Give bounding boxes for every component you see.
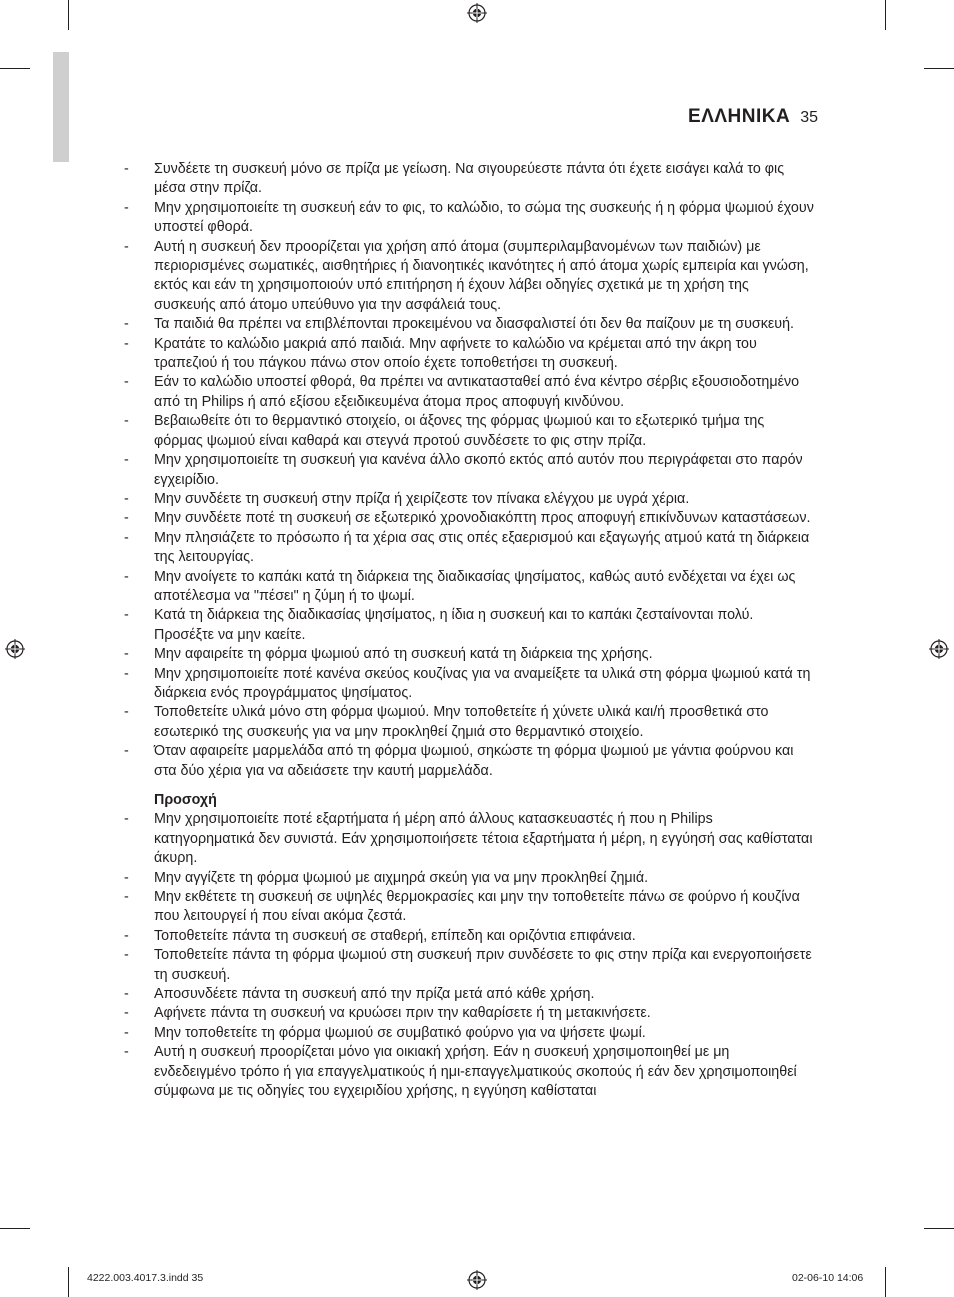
list-item: - Τα παιδιά θα πρέπει να επιβλέπονται προκειμένου να διασφαλιστεί ότι δεν θα παίζουν με τη συσκευή.: [124, 315, 814, 334]
list-item: - Μην εκθέτετε τη συσκευή σε υψηλές θερμοκρασίες και μην την τοποθετείτε πάνω σε φούρνο ή κουζίνα που λειτουργεί ή που είναι ακόμα ζεστά.: [124, 888, 814, 927]
list-item: - Μην αγγίζετε τη φόρμα ψωμιού με αιχμηρά σκεύη για να μην προκληθεί ζημιά.: [124, 869, 814, 888]
list-item: - Μην χρησιμοποιείτε ποτέ εξαρτήματα ή μέρη από άλλους κατασκευαστές ή που η Philips κατηγορηματικά δεν συνιστά. Εάν χρησιμοποιήσετε τέτοια εξαρτήματα ή μέρη, η εγγύησή σας καθίσταται άκυρη.: [124, 810, 814, 868]
list-item: - Μην χρησιμοποιείτε ποτέ κανένα σκεύος κουζίνας για να αναμείξετε τα υλικά στη φόρμα ψωμιού κατά τη διάρκεια ενός προγράμματος ψησίματος.: [124, 665, 814, 704]
caution-list: [124, 810, 814, 1101]
warning-list: [124, 160, 814, 781]
list-item: - Τοποθετείτε πάντα τη φόρμα ψωμιού στη συσκευή πριν συνδέσετε το φις στην πρίζα και ενεργοποιήσετε τη συσκευή.: [124, 946, 814, 985]
list-item: - Κατά τη διάρκεια της διαδικασίας ψησίματος, η ίδια η συσκευή και το καπάκι ζεσταίνονται πολύ. Προσέξτε να μην καείτε.: [124, 606, 814, 645]
crop-mark: [0, 1228, 30, 1229]
language-title: ΕΛΛΗΝΙΚΑ: [688, 106, 791, 127]
list-item: - Τοποθετείτε υλικά μόνο στη φόρμα ψωμιού. Μην τοποθετείτε ή χύνετε υλικά και/ή προσθετικά στο εσωτερικό της συσκευής για να μην προκληθεί ζημιά στο θερμαντικό στοιχείο.: [124, 703, 814, 742]
crop-mark: [885, 0, 886, 30]
crop-mark: [68, 0, 69, 30]
footer-filename: 4222.003.4017.3.indd 35: [87, 1272, 204, 1284]
list-item: - Μην συνδέετε ποτέ τη συσκευή σε εξωτερικό χρονοδιακόπτη προς αποφυγή επικίνδυνων καταστάσεων.: [124, 509, 814, 528]
page-number: 35: [800, 109, 818, 126]
print-footer: [0, 1272, 954, 1288]
page-body: [124, 160, 814, 1102]
footer-date: 02-06-10 14:06: [792, 1272, 864, 1284]
list-item: - Μην συνδέετε τη συσκευή στην πρίζα ή χειρίζεστε τον πίνακα ελέγχου με υγρά χέρια.: [124, 490, 814, 509]
registration-mark-icon: [467, 3, 487, 23]
list-item: - Αφήνετε πάντα τη συσκευή να κρυώσει πριν την καθαρίσετε ή τη μετακινήσετε.: [124, 1004, 814, 1023]
list-item: - Όταν αφαιρείτε μαρμελάδα από τη φόρμα ψωμιού, σηκώστε τη φόρμα ψωμιού με γάντια φούρνου και στα δύο χέρια για να αδειάσετε την καυτή μαρμελάδα.: [124, 742, 814, 781]
page-header: [600, 106, 818, 136]
crop-mark: [924, 68, 954, 69]
list-item: - Μην τοποθετείτε τη φόρμα ψωμιού σε συμβατικό φούρνο για να ψήσετε ψωμί.: [124, 1024, 814, 1043]
list-item: - Αυτή η συσκευή δεν προορίζεται για χρήση από άτομα (συμπεριλαμβανομένων των παιδιών) με περιορισμένες σωματικές, αισθητήριες ή διανοητικές ικανότητες ή από άτομα χωρίς εμπειρία και γνώση, εκτός και εάν τη χρησιμοποιούν υπό επιτήρηση ή έχουν λάβει οδηγίες σχετικά με τη χρήση της συσκευής από άτομο υπεύθυνο για την ασφάλειά τους.: [124, 238, 814, 316]
list-item: - Αποσυνδέετε πάντα τη συσκευή από την πρίζα μετά από κάθε χρήση.: [124, 985, 814, 1004]
registration-mark-icon: [929, 639, 949, 659]
list-item: - Μην αφαιρείτε τη φόρμα ψωμιού από τη συσκευή κατά τη διάρκεια της χρήσης.: [124, 645, 814, 664]
list-item: - Μην χρησιμοποιείτε τη συσκευή για κανένα άλλο σκοπό εκτός από αυτόν που περιγράφεται στο παρόν εγχειρίδιο.: [124, 451, 814, 490]
list-item: - Τοποθετείτε πάντα τη συσκευή σε σταθερή, επίπεδη και οριζόντια επιφάνεια.: [124, 927, 814, 946]
list-item: - Συνδέετε τη συσκευή μόνο σε πρίζα με γείωση. Να σιγουρεύεστε πάντα ότι έχετε εισάγει καλά το φις μέσα στην πρίζα.: [124, 160, 814, 199]
list-item: - Μην χρησιμοποιείτε τη συσκευή εάν το φις, το καλώδιο, το σώμα της συσκευής ή η φόρμα ψωμιού έχουν υποστεί φθορά.: [124, 199, 814, 238]
list-item: - Κρατάτε το καλώδιο μακριά από παιδιά. Μην αφήνετε το καλώδιο να κρέμεται από την άκρη του τραπεζιού ή του πάγκου πάνω στον οποίο έχετε τοποθετήσει τη συσκευή.: [124, 335, 814, 374]
list-item: - Εάν το καλώδιο υποστεί φθορά, θα πρέπει να αντικατασταθεί από ένα κέντρο σέρβις εξουσιοδοτημένο από τη Philips ή από εξίσου εξειδικευμένα άτομα προς αποφυγή κινδύνου.: [124, 373, 814, 412]
list-item: - Αυτή η συσκευή προορίζεται μόνο για οικιακή χρήση. Εάν η συσκευή χρησιμοποιηθεί με μη ενδεδειγμένο τρόπο ή για επαγγελματικούς ή ημι-επαγγελματικούς σκοπούς ή εάν δεν χρησιμοποιηθεί σύμφωνα με τις οδηγίες του εγχειριδίου χρήσης, η εγγύηση καθίσταται: [124, 1043, 814, 1101]
crop-mark: [924, 1228, 954, 1229]
section-tab-marker: [53, 52, 69, 162]
list-item: - Βεβαιωθείτε ότι το θερμαντικό στοιχείο, οι άξονες της φόρμας ψωμιού και το εξωτερικό τμήμα της φόρμας ψωμιού είναι καθαρά και στεγνά προτού συνδέσετε το φις στην πρίζα.: [124, 412, 814, 451]
registration-mark-icon: [5, 639, 25, 659]
list-item: - Μην ανοίγετε το καπάκι κατά τη διάρκεια της διαδικασίας ψησίματος, καθώς αυτό ενδέχεται να έχει ως αποτέλεσμα να "πέσει" η ζύμη ή το ψωμί.: [124, 568, 814, 607]
crop-mark: [0, 68, 30, 69]
section-heading-caution: Προσοχή: [154, 792, 217, 808]
list-item: - Μην πλησιάζετε το πρόσωπο ή τα χέρια σας στις οπές εξαερισμού και εξαγωγής ατμού κατά τη διάρκεια της λειτουργίας.: [124, 529, 814, 568]
